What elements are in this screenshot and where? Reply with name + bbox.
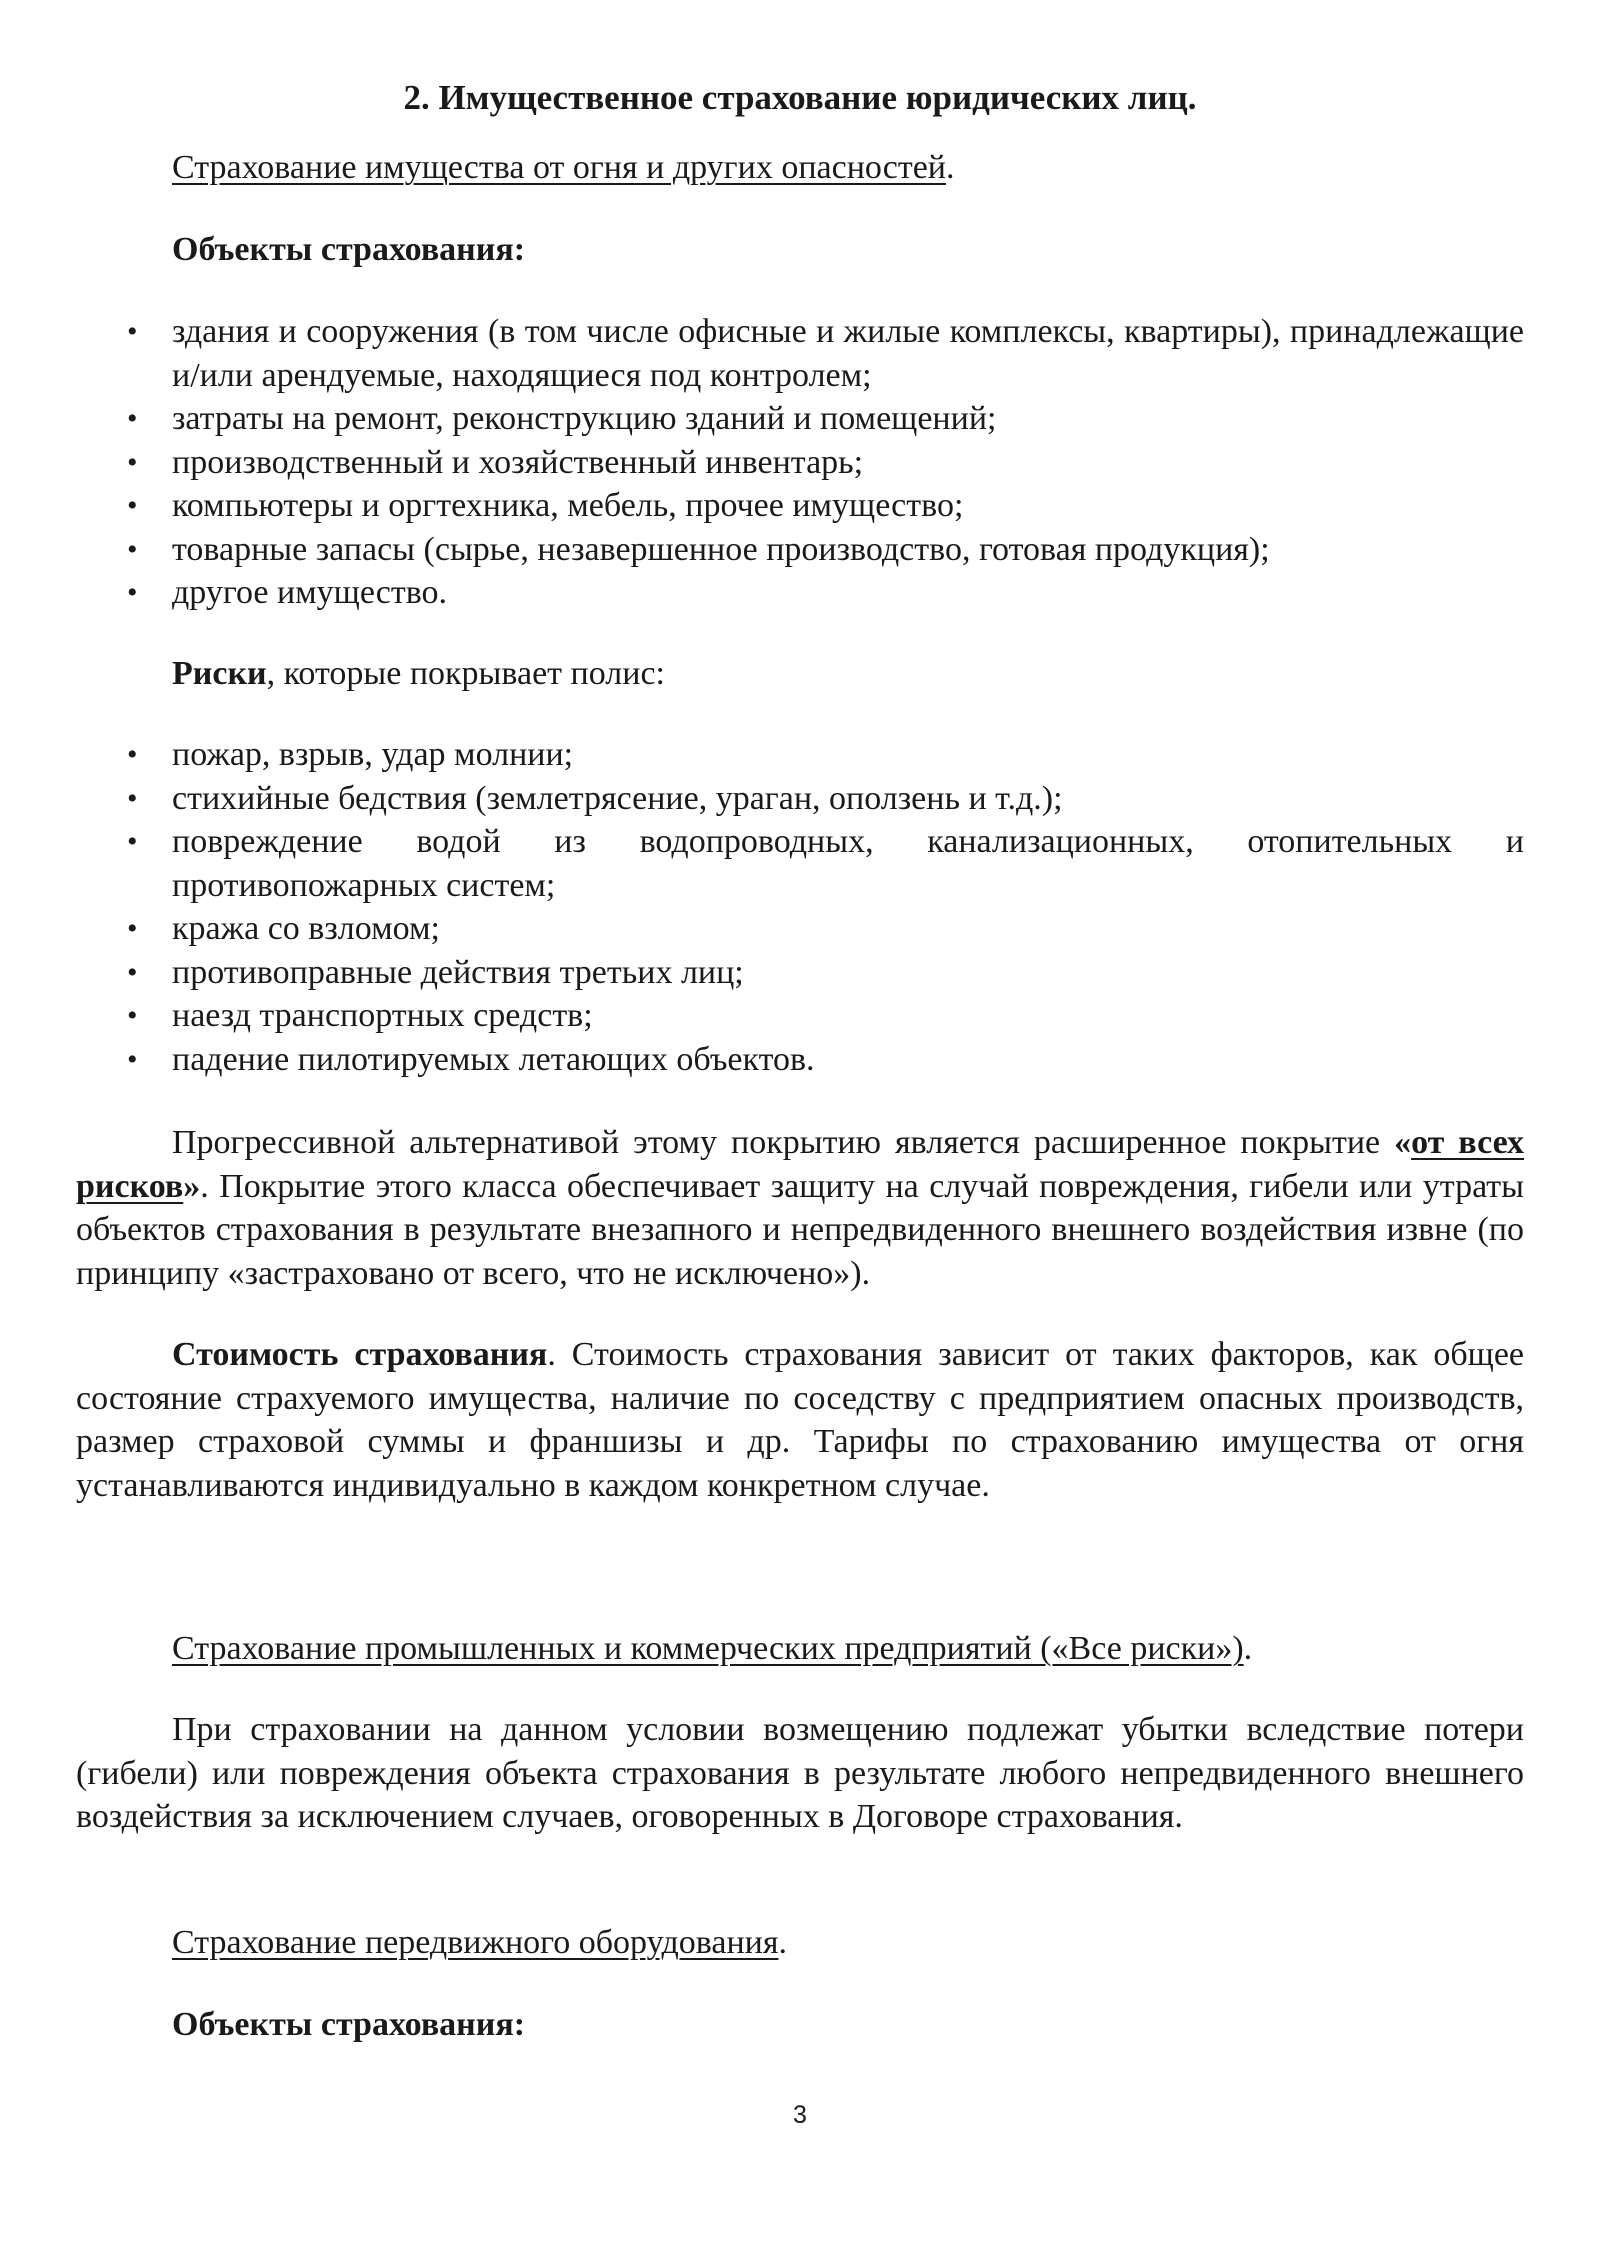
risks-list <box>127 733 1524 1081</box>
all-risks-title-line <box>172 1627 1524 1671</box>
mobile-objects-label: Объекты страхования: <box>172 2006 526 2043</box>
paragraph-text: Прогрессивной альтернативой этому покрытию является расширенное покрытие <box>172 1124 1395 1161</box>
cost-paragraph <box>76 1333 1524 1507</box>
quote-open: « <box>1394 1124 1412 1161</box>
fire-insurance-title-line <box>172 146 1524 190</box>
list-item <box>127 907 1524 951</box>
list-item <box>127 484 1524 528</box>
title-period: . <box>778 1924 787 1961</box>
all-risks-alternative-paragraph <box>76 1121 1524 1295</box>
list-item <box>127 994 1524 1038</box>
risks-label: Риски <box>172 655 267 692</box>
list-item <box>127 777 1524 821</box>
list-item-text: падение пилотируемых летающих объектов. <box>172 1040 815 1078</box>
list-item-text: здания и сооружения (в том числе офисные и жилые комплексы, квартиры), принадлежащие и/или арендуемые, находящиеся под контролем; <box>172 313 1524 394</box>
fire-insurance-title: Страхование имущества от огня и других опасностей <box>172 149 946 186</box>
list-item-text: стихийные бедствия (землетрясение, ураган, оползень и т.д.); <box>172 779 1063 817</box>
list-item-text: противоправные действия третьих лиц; <box>172 953 744 991</box>
list-item-text: товарные запасы (сырье, незавершенное производство, готовая продукция); <box>172 530 1270 568</box>
list-item-text: повреждение водой из водопроводных, канализационных, отопительных и противопожарных систем; <box>172 823 1524 904</box>
risks-intro <box>172 652 1524 696</box>
bullet-icon: • <box>127 576 138 609</box>
bullet-icon: • <box>127 781 138 815</box>
fire-objects-label: Объекты страхования: <box>172 231 526 268</box>
section-heading: 2. Имущественное страхование юридических лиц. <box>403 78 1197 117</box>
all-risks-term: от всех рисков <box>76 1124 1524 1205</box>
bullet-icon: • <box>127 402 138 435</box>
list-item <box>127 310 1524 397</box>
list-item-text: наезд транспортных средств; <box>172 997 593 1034</box>
list-item-text: компьютеры и оргтехника, мебель, прочее имущество; <box>172 487 964 524</box>
list-item <box>127 951 1524 995</box>
all-risks-title: Страхование промышленных и коммерческих предприятий («Все риски») <box>172 1630 1244 1667</box>
bullet-icon: • <box>127 738 138 771</box>
list-item-text: производственный и хозяйственный инвентарь; <box>172 443 864 481</box>
list-item <box>127 528 1524 572</box>
list-item-text: кража со взломом; <box>172 910 440 947</box>
all-risks-paragraph: При страховании на данном условии возмещению подлежат убытки вследствие потери (гибели) или повреждения объекта страхования в результате любого непредвиденного внешнего воздействия за исключением случаев, оговоренных в Договоре страхования. <box>76 1711 1524 1835</box>
bullet-icon: • <box>127 1042 138 1076</box>
cost-label: Стоимость страхования <box>172 1336 548 1373</box>
bullet-icon: • <box>127 532 138 566</box>
bullet-icon: • <box>127 955 138 989</box>
title-period: . <box>1243 1630 1253 1667</box>
list-item-text: пожар, взрыв, удар молнии; <box>172 736 574 773</box>
list-item <box>127 441 1524 485</box>
quote-close: » <box>183 1167 201 1205</box>
list-item-text: затраты на ремонт, реконструкцию зданий и помещений; <box>172 400 997 437</box>
list-item <box>127 571 1524 615</box>
mobile-equipment-title: Страхование передвижного оборудования <box>172 1924 779 1961</box>
bullet-icon: • <box>127 489 138 522</box>
bullet-icon: • <box>127 999 138 1032</box>
title-period: . <box>945 149 955 186</box>
list-item <box>127 820 1524 907</box>
paragraph-text: . Стоимость страхования зависит от таких факторов, как общее состояние страхуемого имущества, наличие по соседству с предприятием опасных производств, размер страховой суммы и франшизы и др. Тарифы по страхованию имущества от огня устанавливаются индивидуально в каждом конкретном случае. <box>76 1336 1525 1504</box>
bullet-icon: • <box>127 315 138 348</box>
page-number: 3 <box>793 2101 807 2129</box>
bullet-icon: • <box>127 445 138 479</box>
risks-intro-text: , которые покрывает полис: <box>266 655 665 692</box>
bullet-icon: • <box>127 912 138 945</box>
fire-objects-list <box>127 310 1524 615</box>
list-item <box>127 733 1524 777</box>
list-item <box>127 1038 1524 1082</box>
paragraph-text: . Покрытие этого класса обеспечивает защиту на случай повреждения, гибели или утраты объектов страхования в результате внезапного и непредвиденного внешнего воздействия извне (по принципу «застраховано от всего, что не исключено»). <box>76 1167 1524 1292</box>
list-item-text: другое имущество. <box>172 574 448 611</box>
list-item <box>127 397 1524 441</box>
bullet-icon: • <box>127 825 138 858</box>
mobile-equipment-title-line <box>172 1921 1524 1965</box>
